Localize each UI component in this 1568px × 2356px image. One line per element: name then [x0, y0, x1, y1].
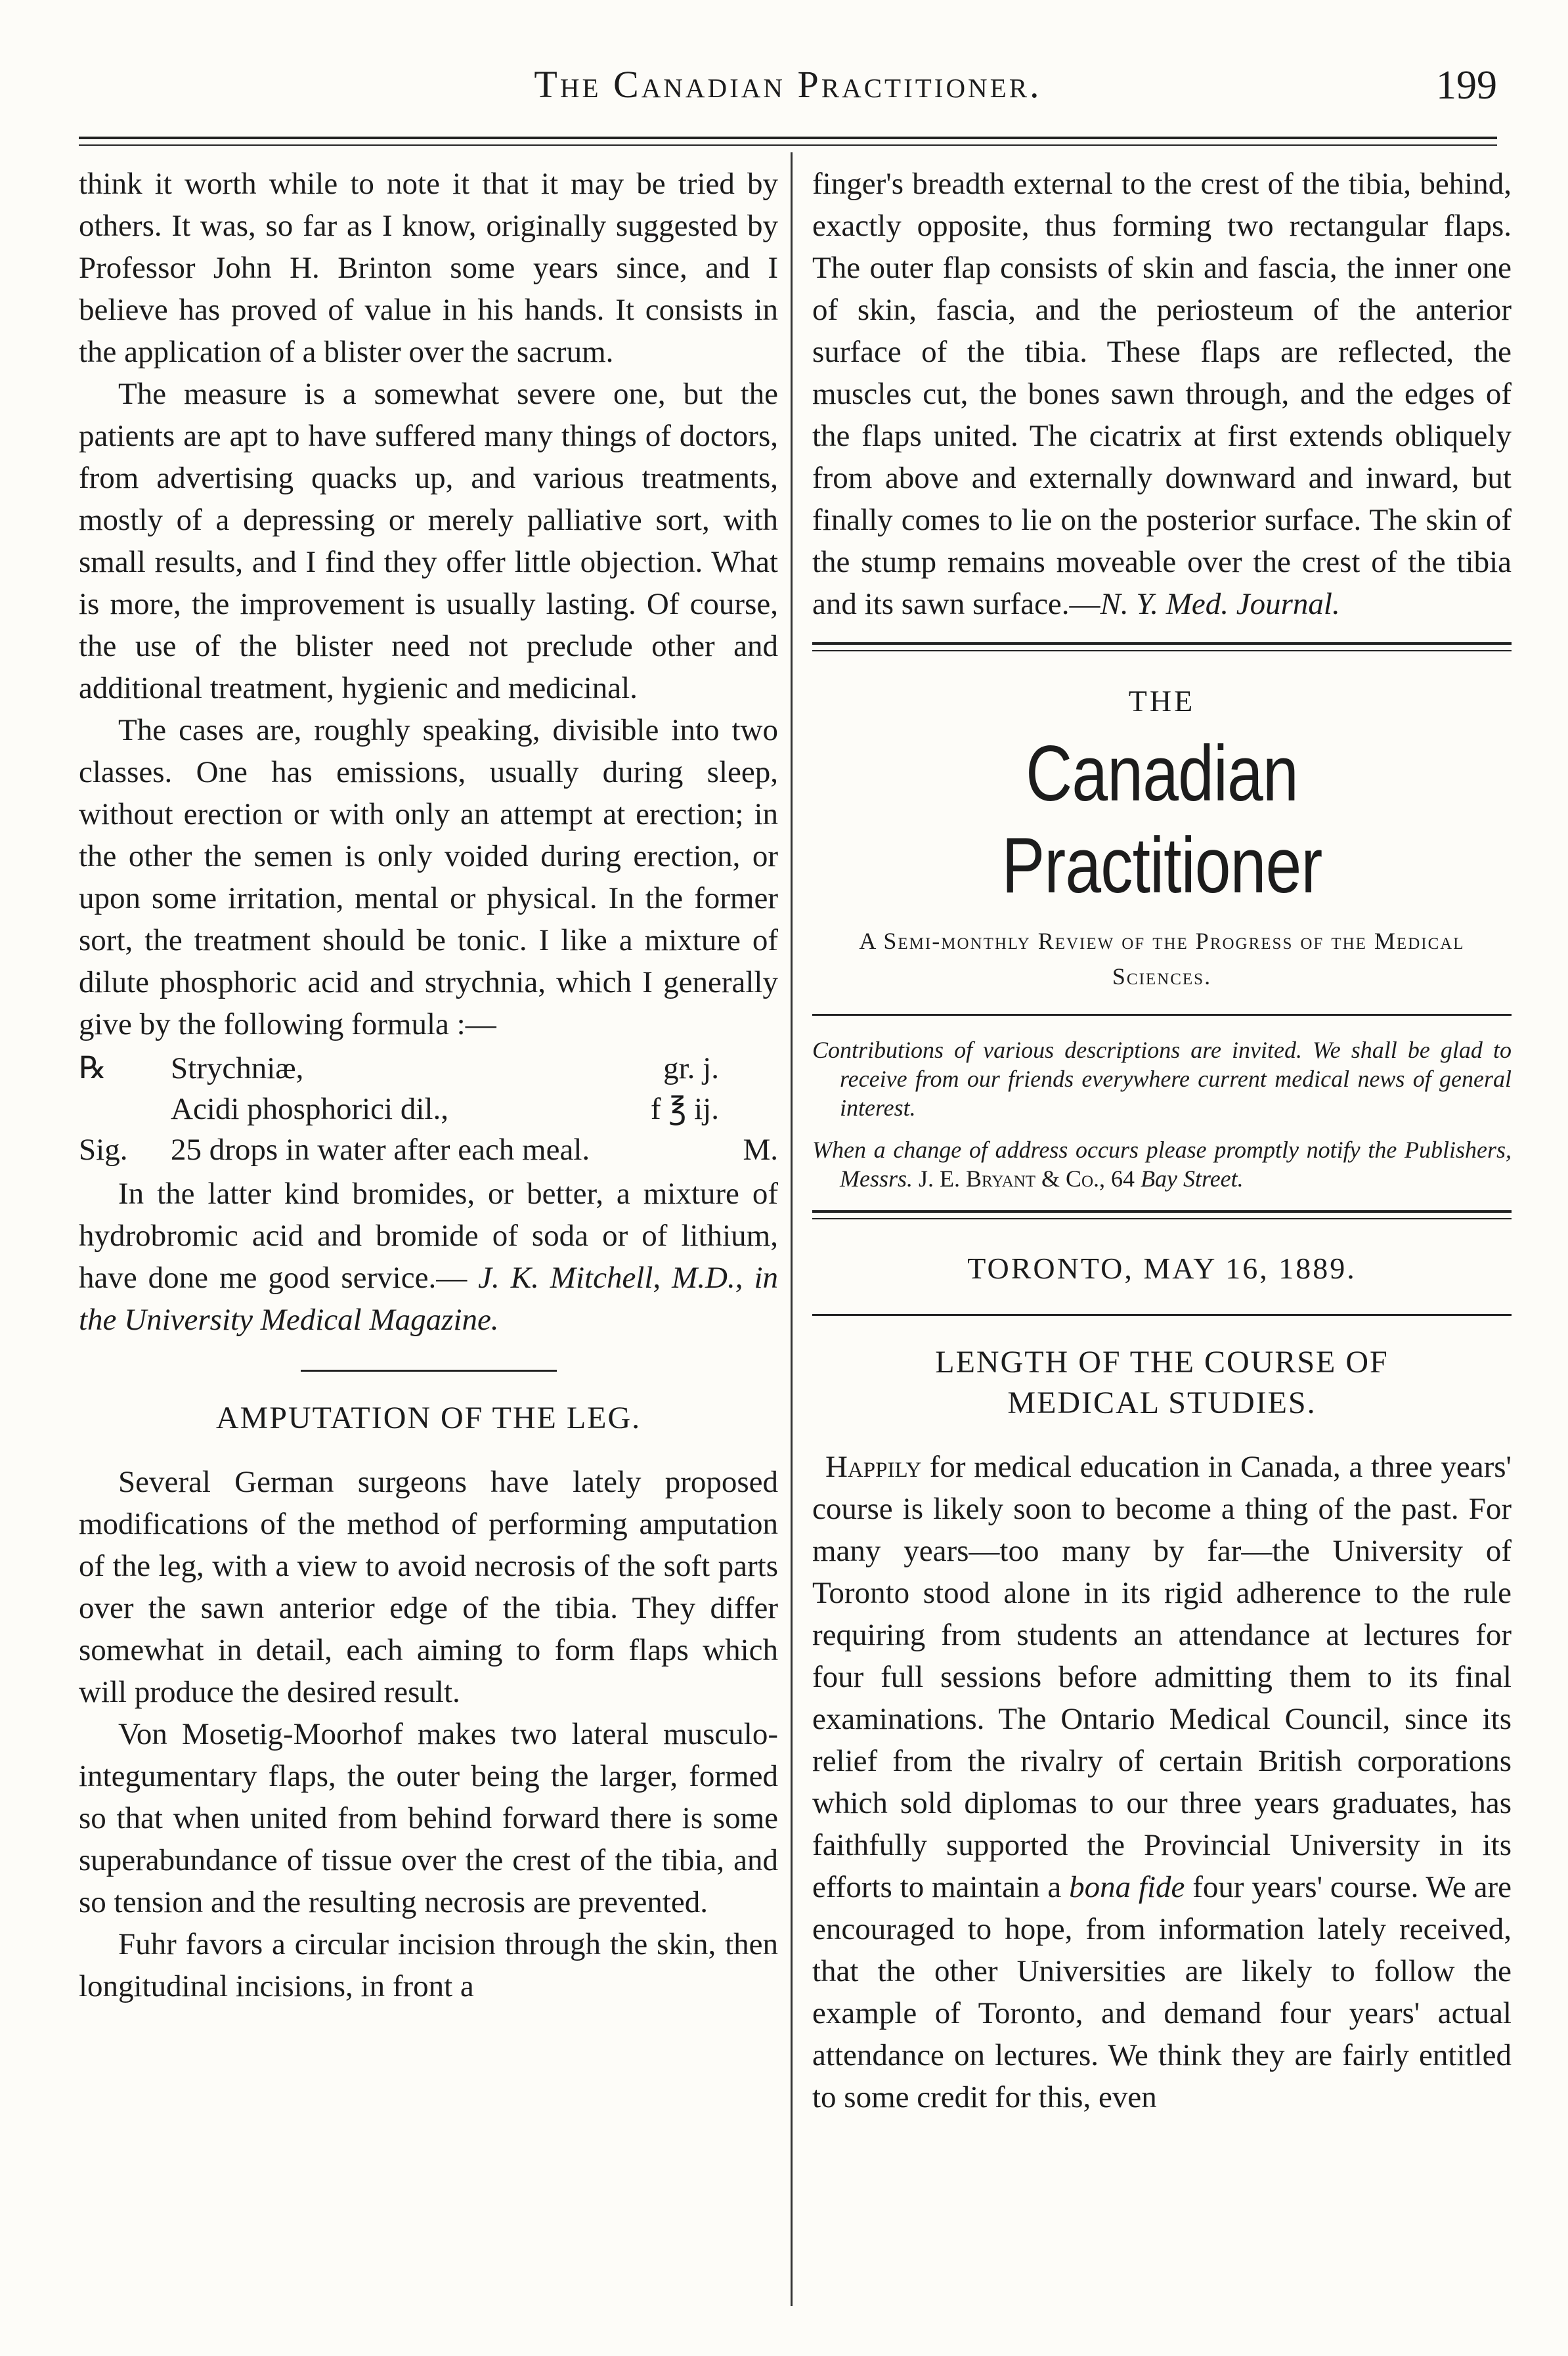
- prescription: [79, 1048, 778, 1170]
- dateline: TORONTO, MAY 16, 1889.: [967, 1252, 1357, 1285]
- recipe-symbol: ℞: [79, 1051, 107, 1085]
- paragraph: The measure is a somewhat severe one, but the patients are apt to have suffered many things of doctors, from advertising quacks up, and various treatments, mostly of a depressing or merely palliative sort, with small results, and I find they offer little objection. What is more, the improvement is usually lasting. Of course, the use of the blister need not preclude other and additional treatment, hygienic and medicinal.: [79, 377, 778, 705]
- paragraph: The cases are, roughly speaking, divisible into two classes. One has emissions, usually during sleep, without erection or with only an attempt at erection; in the other the semen is only voided during erection, or upon some irritation, mental or physical. In the former sort, the treatment should be tonic. I like a mixture of dilute phosphoric acid and strychnia, which I generally give by the following formula :—: [79, 713, 778, 1041]
- notice-text: Contributions of various descriptions are invited. We shall be glad to receive from our friends everywhere current medical news of general interest.: [812, 1037, 1512, 1121]
- prescription-drug: Strychniæ,: [171, 1051, 304, 1085]
- prescription-quantity: gr. j.: [663, 1051, 719, 1085]
- paragraph: [812, 1446, 1512, 2118]
- masthead-subtitle: A Semi-monthly Review of the Progress of the Medical Sciences.: [859, 928, 1465, 990]
- section-divider: [301, 1370, 557, 1372]
- header-rule-thick: [79, 137, 1497, 139]
- column-divider: [791, 152, 793, 2306]
- header-rule-thin: [79, 144, 1497, 146]
- masthead-rule-top: [812, 642, 1512, 651]
- paragraph: Fuhr favors a circular incision through the skin, then longitudinal incisions, in front a: [79, 1927, 778, 2003]
- paragraph-text: four years' course. We are encouraged to hope, from information lately received, that the other Universities are likely to follow the example of Toronto, and demand four years' actual attendance on lectures. We think they are fairly entitled to some credit for this, even: [812, 1870, 1512, 2114]
- lead-word: Happily: [825, 1450, 922, 1484]
- running-title: The Canadian Practitioner.: [534, 63, 1042, 106]
- masthead-the: THE: [1128, 684, 1196, 718]
- masthead-rule: [812, 1014, 1512, 1016]
- paragraph-text: In the latter kind bromides, or better, a mixture of hydrobromic acid and bromide of soda or of lithium, have done me good service.—: [79, 1177, 778, 1295]
- paragraph: think it worth while to note it that it may be tried by others. It was, so far as I know, originally suggested by Professor John H. Brinton some years since, and I believe has proved of value in his hands. It consists in the application of a blister over the sacrum.: [79, 167, 778, 369]
- prescription-directions: 25 drops in water after each meal.: [171, 1133, 590, 1167]
- paragraph: Von Mosetig-Moorhof makes two lateral musculo-integumentary flaps, the outer being the larger, formed so that when united from behind forward there is some superabundance of tissue over the crest of the tibia, and so tension and the resulting necrosis are prevented.: [79, 1717, 778, 1919]
- paragraph-text: finger's breadth external to the crest of the tibia, behind, exactly opposite, thus forming two rectangular flaps. The outer flap consists of skin and fascia, the inner one of skin, fascia, and the periosteum of the anterior surface of the tibia. These flaps are reflected, the muscles cut, the bones sawn through, and the edges of the flaps united. The cicatrix at first extends obliquely from above and externally downward and inward, but finally comes to lie on the posterior surface. The skin of the stump remains moveable over the crest of the tibia and its sawn surface.—: [812, 167, 1512, 621]
- misce-note: M.: [743, 1133, 778, 1167]
- italic-phrase: bona fide: [1069, 1870, 1185, 1904]
- left-column: [79, 163, 778, 2007]
- right-column: [812, 163, 1512, 2118]
- running-head: [79, 62, 1497, 128]
- page-number: 199: [1436, 63, 1497, 108]
- signa-label: Sig.: [79, 1133, 128, 1167]
- prescription-quantity: f ℥ ij.: [650, 1092, 719, 1126]
- publisher-address: Bay Street.: [1141, 1166, 1244, 1192]
- masthead-title: Canadian Practitioner: [1001, 730, 1322, 909]
- paragraph: [812, 163, 1512, 625]
- notice-text: When a change of address occurs please promptly notify the Publishers, Messrs.: [812, 1137, 1512, 1192]
- editorial-heading: [812, 1342, 1512, 1424]
- publisher-name: J. E. Bryant & Co., 64: [919, 1166, 1135, 1192]
- paragraph: [79, 1173, 778, 1341]
- editorial-notice: [812, 1135, 1512, 1193]
- dateline-rule-bottom: [812, 1314, 1512, 1316]
- attribution: J. K. Mitchell, M.D., in the University Medical Magazine.: [79, 1261, 778, 1337]
- dateline-rule-top: [812, 1210, 1512, 1219]
- section-heading: AMPUTATION OF THE LEG.: [215, 1401, 642, 1435]
- editorial-heading-line: MEDICAL STUDIES.: [1007, 1385, 1317, 1420]
- editorial-heading-line: LENGTH OF THE COURSE OF: [935, 1345, 1389, 1380]
- prescription-drug: Acidi phosphorici dil.,: [171, 1092, 448, 1126]
- paragraph-text: for medical education in Canada, a three years' course is likely soon to become a thing of the past. For many years—too many by far—the University of Toronto stood alone in its rigid adherence to the rule requiring from students an attendance at lectures for four full sessions before admitting them to its final examinations. The Ontario Medical Council, since its relief from the rivalry of certain British corporations which sold diplomas to our three years graduates, has faithfully supported the Provincial University in its efforts to maintain a: [812, 1450, 1512, 1904]
- editorial-notice: [812, 1036, 1512, 1122]
- source-citation: N. Y. Med. Journal.: [1100, 587, 1340, 621]
- paragraph: Several German surgeons have lately proposed modifications of the method of performing amputation of the leg, with a view to avoid necrosis of the soft parts over the sawn anterior edge of the tibia. They differ somewhat in detail, each aiming to form flaps which will produce the desired result.: [79, 1465, 778, 1709]
